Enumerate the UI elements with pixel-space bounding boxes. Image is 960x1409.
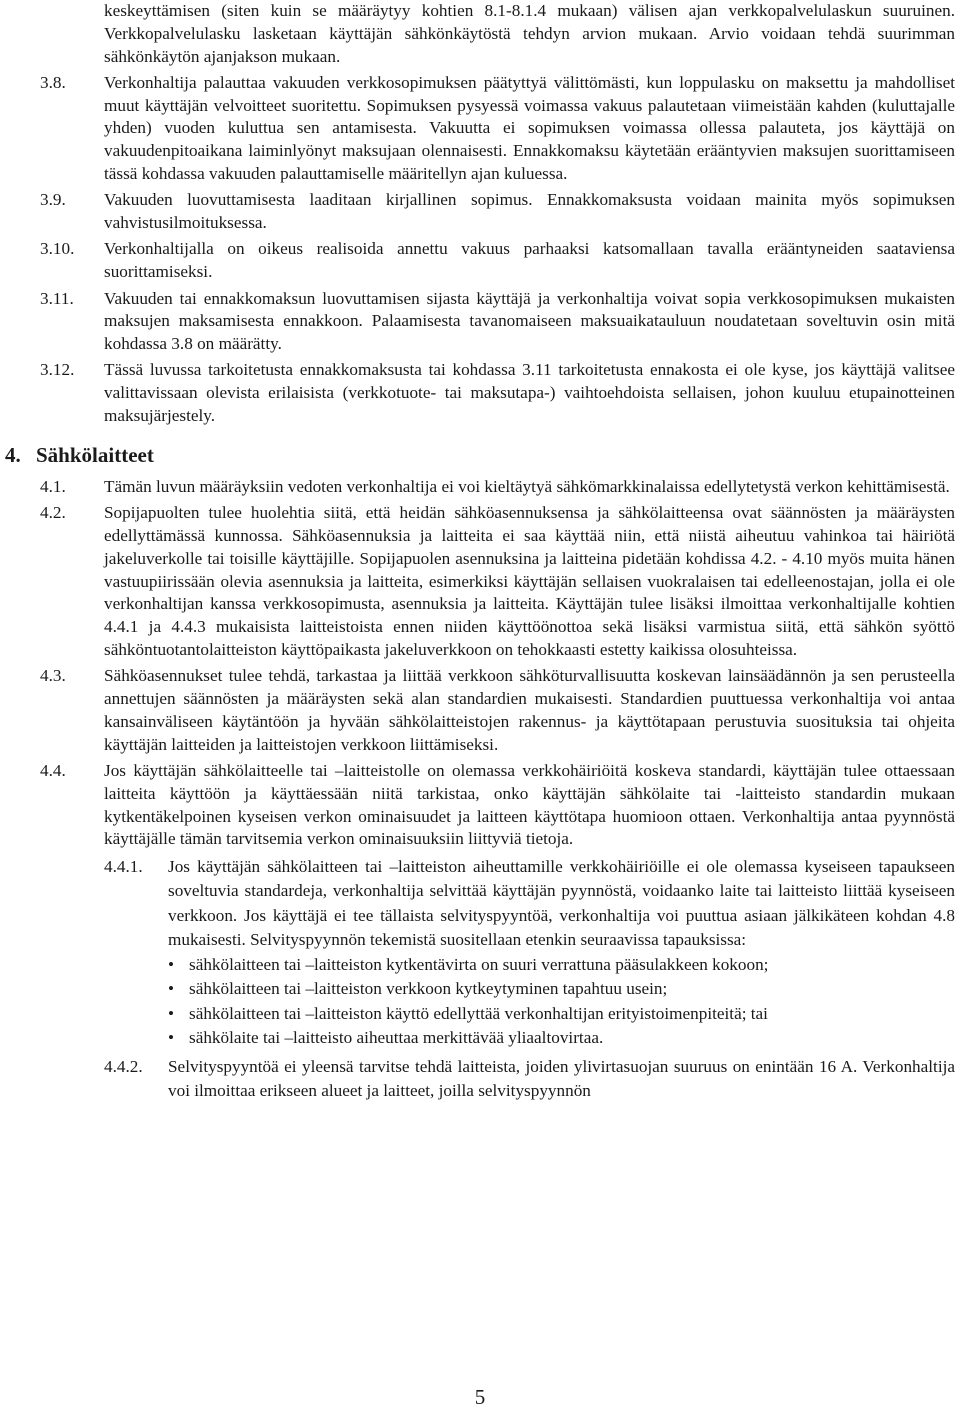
clause-4-4-2 xyxy=(104,1055,955,1104)
clause-number: 4.2. xyxy=(40,503,66,523)
section-number: 4. xyxy=(5,442,21,467)
intro-text: keskeyttämisen (siten kuin se määräytyy kohtien 8.1-8.1.4 mukaan) välisen ajan verkkopalvelulaskun suuruinen. Verkkopalvelulasku lasketaan käyttäjän sähkönkäytöstä tehdyn arvion mukaan. Arvio voidaan tehdä suurimman sähkönkäytön ajanjakson mukaan. xyxy=(104,1,955,66)
bullet-list xyxy=(168,953,955,1051)
clause-number: 4.4. xyxy=(40,760,66,780)
bullet-icon: • xyxy=(168,979,175,999)
subclause-body xyxy=(168,855,955,1051)
section-heading xyxy=(5,441,955,469)
subclause-text: Jos käyttäjän sähkölaitteen tai –laitteiston aiheuttamille verkkohäiriöille ei ole olemassa kyseiseen tapaukseen soveltuvia standardeja, verkonhaltija selvittää käyttäjän pyynnöstä, voidaanko laite tai laitteisto liittää kyseiseen verkkoon. Jos käyttäjä ei tee tällaista selvityspyyntöä, verkonhaltija voi puuttua asiaan jälkikäteen kohdan 4.8 mukaisesti. Selvityspyynnön tekemistä suositellaan etenkin seuraavissa tapauksissa: xyxy=(168,856,955,950)
list-item xyxy=(168,1002,955,1027)
clause-4-4-1 xyxy=(104,855,955,1051)
subclause-text: Selvityspyyntöä ei yleensä tarvitse tehdä laitteista, joiden ylivirtasuojan suuruus on enintään 16 A. Verkonhaltija voi ilmoittaa erikseen alueet ja laitteet, joilla selvityspyynnön xyxy=(168,1056,955,1101)
clause-4-4 xyxy=(40,760,955,851)
clause-4-3 xyxy=(40,665,955,756)
clause-4-2 xyxy=(40,502,955,662)
page-number: 5 xyxy=(474,1385,486,1409)
list-item-text: sähkölaitteen tai –laitteiston verkkoon kytkeytyminen tapahtuu usein; xyxy=(189,979,668,999)
clause-4-1 xyxy=(40,476,955,499)
clause-3-12 xyxy=(40,359,955,427)
section-title: Sähkölaitteet xyxy=(36,442,154,467)
bullet-icon: • xyxy=(168,1028,175,1048)
clause-number: 3.10. xyxy=(40,239,75,259)
clause-number: 4.1. xyxy=(40,476,66,496)
clause-text: Tämän luvun määräyksiin vedoten verkonhaltija ei voi kieltäytyä sähkömarkkinalaissa edellytetystä verkon kehittämisestä. xyxy=(104,476,950,496)
list-item xyxy=(168,1026,955,1051)
clause-3-10 xyxy=(40,238,955,284)
intro-paragraph xyxy=(40,0,955,68)
clause-text: Verkonhaltijalla on oikeus realisoida annettu vakuus parhaaksi katsomallaan tavalla erääntyneiden saataviensa suorittamiseksi. xyxy=(104,239,955,282)
clause-3-11 xyxy=(40,288,955,356)
clause-text: Vakuuden luovuttamisesta laaditaan kirjallinen sopimus. Ennakkomaksusta voidaan mainita myös sopimuksen vahvistusilmoituksessa. xyxy=(104,190,955,233)
clause-text: Verkonhaltija palauttaa vakuuden verkkosopimuksen päätyttyä välittömästi, kun loppulasku on maksettu ja mahdolliset muut käyttäjän velvoitteet suoritettu. Sopimuksen pysyessä voimassa vakuus palautetaan viimeistään kahden (kuluttajalle yhden) vuoden kuluttua sen antamisesta. Vakuutta ei sopimuksen voimassa ollessa palauteta, jos käyttäjä on vakuudenpitoaikana laiminlyönyt maksujaan olennaisesti. Ennakkomaksu käytetään erääntyvien maksujen suorittamiseen tässä kohdassa vakuuden palauttamiselle määritellyn ajan kuluessa. xyxy=(104,72,955,184)
clause-text: Vakuuden tai ennakkomaksun luovuttamisen sijasta käyttäjä ja verkonhaltija voivat sopia verkkosopimuksen mukaisten maksujen maksamisesta ennakkoon. Palaamisesta tavanomaiseen maksuaikatauluun noudatetaan soveltuvin osin mitä kohdassa 3.8 on määrätty. xyxy=(104,288,955,354)
clause-3-9 xyxy=(40,189,955,235)
list-item xyxy=(168,953,955,978)
clause-number: 3.8. xyxy=(40,72,66,92)
clause-text: Sähköasennukset tulee tehdä, tarkastaa ja liittää verkkoon sähköturvallisuutta koskevan lainsäädännön ja sen perusteella annettujen säännösten ja määräysten sekä alan standardien mukaisesti. Standardien puuttuessa verkonhaltija voi antaa kansainväliseen käytäntöön ja hyvään sähkölaitteistojen rakennus- ja käyttötapaan perustuvia suosituksia tai ohjeita käyttäjän laitteiden ja laitteistojen verkkoon liittämiseksi. xyxy=(104,666,955,754)
bullet-icon: • xyxy=(168,954,175,974)
clause-text: Tässä luvussa tarkoitetusta ennakkomaksusta tai kohdassa 3.11 tarkoitetusta ennakosta ei ole kyse, jos käyttäjä valitsee valittavissaan olevista erilaisista (verkkotuote- tai maksutapa-) vaihtoehdoista sellaisen, johon kuuluu etupainotteinen maksujärjestely. xyxy=(104,360,955,426)
list-item-text: sähkölaitteen tai –laitteiston käyttö edellyttää verkonhaltijan erityistoimenpiteitä; tai xyxy=(189,1003,768,1023)
subclause-number: 4.4.1. xyxy=(104,856,143,876)
clause-number: 4.3. xyxy=(40,666,66,686)
clause-3-8 xyxy=(40,72,955,186)
clause-text: Jos käyttäjän sähkölaitteelle tai –laitteistolle on olemassa verkkohäiriöitä koskeva standardi, käyttäjän tulee ottaessaan laitteita käyttöön ja käyttäessään niitä tarkistaa, onko käyttäjän sähkölaite tai -laitteisto standardin mukaan kytkentäkelpoinen kyseisen verkon ominaisuudet ja laitteen käyttötapa huomioon ottaen. Verkonhaltija antaa pyynnöstä käyttäjälle tämän tarvitsemia verkon ominaisuuksiin liittyviä tietoja. xyxy=(104,760,955,849)
clause-text: Sopijapuolten tulee huolehtia siitä, että heidän sähköasennuksensa ja sähkölaitteensa ovat säännösten ja määräysten edellyttämässä kunnossa. Sähköasennuksia ja laitteita ei saa käyttää niin, että niistä aiheutuu vahinkoa tai häiriötä jakeluverkolle tai toisille käyttäjille. Sopijapuolen asennuksina ja laitteina pidetään kohdissa 4.2. - 4.10 myös muita hänen vastuupiirissään olevia asennuksia ja laitteita, esimerkiksi käyttäjän sellaisen vuokralaisen tai edelleenostajan, jolla ei ole verkonhaltijan kanssa verkkosopimusta, asennuksia ja laitteita. Käyttäjän tulee lisäksi ilmoittaa verkonhaltijalle kohtien 4.4.1 ja 4.4.3 mukaisista laitteistoista ennen niiden käyttöönottoa sekä lisäksi varmistua siitä, että sähkön syöttö sähköntuotantolaitteiston käyttöpaikasta jakeluverkkoon on tehokkaasti estetty kaikissa olosuhteissa. xyxy=(104,503,955,659)
list-item-text: sähkölaite tai –laitteisto aiheuttaa merkittävää yliaaltovirtaa. xyxy=(189,1028,604,1048)
clause-number: 3.9. xyxy=(40,190,66,210)
bullet-icon: • xyxy=(168,1003,175,1023)
clause-number: 3.11. xyxy=(40,288,74,308)
subclause-number: 4.4.2. xyxy=(104,1056,143,1076)
list-item xyxy=(168,977,955,1002)
clause-number: 3.12. xyxy=(40,360,75,380)
list-item-text: sähkölaitteen tai –laitteiston kytkentävirta on suuri verrattuna pääsulakkeen kokoon; xyxy=(189,954,769,974)
document-body xyxy=(5,0,955,1108)
